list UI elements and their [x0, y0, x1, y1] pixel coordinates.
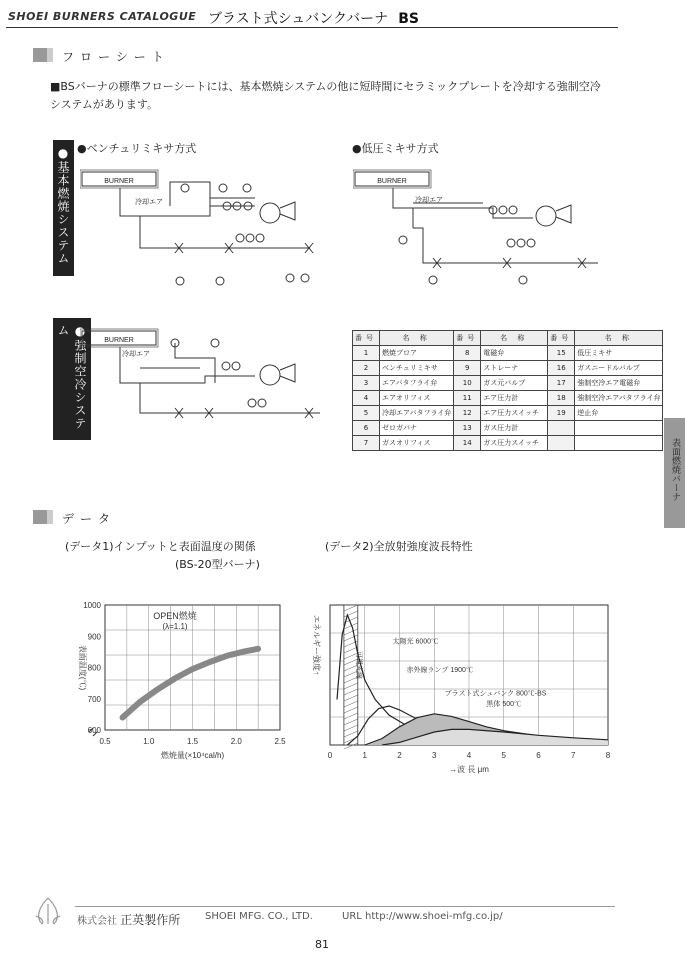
part-number: 14	[454, 436, 481, 451]
part-number	[548, 436, 575, 451]
part-name: ガス圧力スイッチ	[481, 436, 548, 451]
series-label: ブラスト式シュバンク 800℃-BS	[444, 690, 547, 698]
cooling-air-label-2: 冷却エア	[415, 196, 443, 204]
col-no: 番号	[548, 331, 575, 346]
product-name: ブラスト式シュバンクバーナ	[208, 11, 389, 27]
footer-company	[77, 911, 180, 928]
y-axis-label: エネルギー強度↑	[312, 615, 321, 675]
col-no: 番号	[353, 331, 380, 346]
footer-rule	[75, 906, 615, 907]
company-prefix: 株式会社	[77, 916, 117, 927]
part-name: 冷却エアバタフライ弁	[380, 406, 454, 421]
intro-paragraph: ■BSバーナの標準フローシートには、基本燃焼システムの他に短時間にセラミックプレートを冷却する強制空冷システムがあります。	[50, 80, 601, 111]
parts-table-row	[353, 376, 663, 391]
part-number: 15	[548, 346, 575, 361]
chart1-annotation: OPEN燃焼	[153, 611, 197, 621]
url-link[interactable]: http://www.shoei-mfg.co.jp/	[365, 911, 503, 922]
part-number: 12	[454, 406, 481, 421]
part-number: 7	[353, 436, 380, 451]
part-number: 18	[548, 391, 575, 406]
section-heading-flow: フローシート	[62, 50, 170, 64]
visible-band-label: 可視光線	[354, 651, 362, 679]
chart2-title: (データ2)全放射強度波長特性	[325, 540, 473, 553]
catalogue-name: SHOEI BURNERS CATALOGUE	[8, 10, 197, 23]
part-number: 17	[548, 376, 575, 391]
x-tick-label: 4	[466, 751, 472, 760]
section-marker-light	[47, 48, 53, 62]
side-index-label: 表面燃焼バーナ	[670, 438, 680, 501]
part-name: ガス圧力計	[481, 421, 548, 436]
lowpressure-flow-diagram	[353, 158, 603, 288]
part-number: 13	[454, 421, 481, 436]
part-name: 強制空冷エアバタフライ弁	[575, 391, 663, 406]
y-tick-label: 900	[87, 632, 101, 642]
x-tick-label: 1.0	[143, 737, 155, 746]
cooling-air-label-3: 冷却エア	[122, 350, 150, 358]
x-tick-label: 2.0	[230, 737, 242, 746]
part-name: 電磁弁	[481, 346, 548, 361]
part-number	[548, 421, 575, 436]
x-tick-label: 0.5	[99, 737, 111, 746]
section-heading-data: データ	[62, 512, 117, 526]
part-name: 逆止弁	[575, 406, 663, 421]
x-tick-label: 3	[432, 751, 437, 760]
company-logo	[28, 894, 68, 928]
part-number: 1	[353, 346, 380, 361]
cooling-air-label: 冷却エア	[135, 198, 163, 206]
parts-table-row	[353, 436, 663, 451]
x-tick-label: 0	[327, 751, 333, 760]
y-tick-label: 600	[87, 726, 101, 735]
part-name: エア圧力スイッチ	[481, 406, 548, 421]
series-label: 太陽光 6000℃	[392, 638, 439, 646]
col-name: 名 称	[575, 331, 663, 346]
series-label: 黒体 500℃	[486, 701, 521, 708]
url-label: URL	[342, 911, 362, 922]
part-number: 4	[353, 391, 380, 406]
chart1-subtitle: (BS-20型バーナ)	[175, 558, 260, 571]
y-tick-label: 700	[87, 694, 101, 704]
x-tick-label: 5	[501, 751, 506, 760]
part-name: ガスオリフィス	[380, 436, 454, 451]
col-name: 名 称	[481, 331, 548, 346]
part-name	[575, 421, 663, 436]
part-name: エアバタフライ弁	[380, 376, 454, 391]
y-tick-label: 800	[87, 663, 101, 673]
burner-label-2: BURNER	[377, 178, 407, 185]
part-number: 9	[454, 361, 481, 376]
x-tick-label: 1	[362, 751, 367, 760]
part-number: 11	[454, 391, 481, 406]
part-name: 低圧ミキサ	[575, 346, 663, 361]
part-name: 燃焼ブロア	[380, 346, 454, 361]
x-tick-label: 8	[605, 751, 611, 760]
series-line	[123, 649, 259, 718]
part-number: 8	[454, 346, 481, 361]
venturi-flow-diagram	[80, 158, 330, 288]
section-marker	[33, 510, 47, 524]
y-axis-label: 表面温度(℃)	[78, 644, 87, 691]
parts-table	[352, 330, 663, 451]
part-name: ゼロガバナ	[380, 421, 454, 436]
x-tick-label: 2	[397, 751, 402, 760]
forced-system-band: ●強制空冷システム	[53, 318, 91, 440]
parts-table-header	[353, 331, 663, 346]
x-tick-label: 1.5	[186, 737, 199, 746]
burner-label-3: BURNER	[104, 337, 134, 344]
parts-table-row	[353, 346, 663, 361]
x-tick-label: 6	[536, 751, 541, 760]
part-number: 16	[548, 361, 575, 376]
series-label: 赤外線ランプ 1900℃	[406, 667, 473, 675]
col-name: 名 称	[380, 331, 454, 346]
product-model: BS	[398, 11, 419, 27]
venturi-title: ●ベンチュリミキサ方式	[77, 142, 197, 155]
col-no: 番号	[454, 331, 481, 346]
part-name: 強制空冷エア電磁弁	[575, 376, 663, 391]
part-name: エアオリフィス	[380, 391, 454, 406]
chart1-annotation-lambda: (λ=1.1)	[162, 622, 188, 631]
part-number: 2	[353, 361, 380, 376]
chart2-radiation-spectrum	[300, 590, 620, 775]
page-number: 81	[315, 938, 329, 951]
part-name: ガスニードルバルブ	[575, 361, 663, 376]
part-number: 6	[353, 421, 380, 436]
footer-url	[342, 911, 503, 922]
company-name: 正英製作所	[120, 913, 181, 927]
chart1-title: (データ1)インプットと表面温度の関係	[65, 540, 256, 553]
forced-cooling-flow-diagram	[80, 328, 330, 428]
burner-label: BURNER	[104, 178, 134, 185]
part-name: ガス元バルブ	[481, 376, 548, 391]
part-name: ストレーナ	[481, 361, 548, 376]
parts-table-row	[353, 361, 663, 376]
company-name-en: SHOEI MFG. CO., LTD.	[205, 911, 313, 922]
part-name	[575, 436, 663, 451]
parts-table-row	[353, 406, 663, 421]
parts-table-row	[353, 391, 663, 406]
chart1-input-vs-temperature	[40, 590, 300, 775]
y-tick-label: 1000	[83, 601, 101, 610]
page-title	[208, 8, 419, 28]
part-name: ベンチュリミキサ	[380, 361, 454, 376]
part-number: 19	[548, 406, 575, 421]
part-number: 3	[353, 376, 380, 391]
part-number: 5	[353, 406, 380, 421]
x-tick-label: 7	[571, 751, 576, 760]
header-rule	[6, 27, 618, 28]
lowpressure-title: ●低圧ミキサ方式	[352, 142, 439, 155]
part-name: エア圧力計	[481, 391, 548, 406]
x-axis-label: →波 長 μm	[449, 765, 489, 774]
section-marker-light	[47, 510, 53, 524]
x-tick-label: 2.5	[274, 737, 286, 746]
basic-system-band: ●基本燃焼システム	[53, 140, 74, 276]
part-number: 10	[454, 376, 481, 391]
x-axis-label: 燃焼量(×10⁴cal/h)	[160, 751, 225, 760]
section-marker	[33, 48, 47, 62]
parts-table-row	[353, 421, 663, 436]
